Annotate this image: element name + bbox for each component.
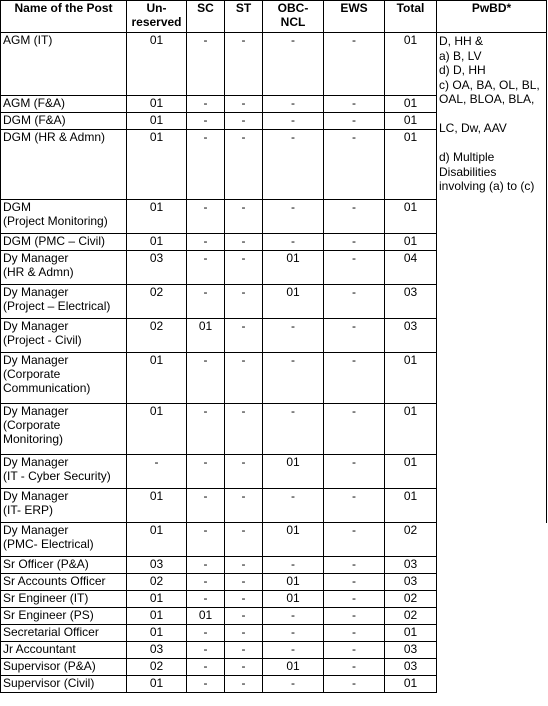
post-name: Supervisor (Civil): [1, 676, 127, 693]
sc-cell: -: [187, 353, 225, 404]
obc-ncl-cell: 01: [263, 659, 324, 676]
sc-cell: -: [187, 404, 225, 455]
post-name: AGM (F&A): [1, 96, 127, 113]
unreserved-cell: 01: [127, 523, 187, 557]
post-name: Jr Accountant: [1, 642, 127, 659]
header-unreserved: Un- reserved: [127, 1, 187, 33]
unreserved-cell: 02: [127, 319, 187, 353]
ews-cell: -: [324, 455, 385, 489]
total-cell: 03: [385, 659, 437, 676]
sc-cell: -: [187, 234, 225, 251]
sc-cell: -: [187, 591, 225, 608]
total-cell: 01: [385, 353, 437, 404]
st-cell: -: [225, 659, 263, 676]
post-name: Dy Manager (Corporate Communication): [1, 353, 127, 404]
obc-ncl-cell: -: [263, 113, 324, 130]
post-name: Sr Engineer (IT): [1, 591, 127, 608]
obc-ncl-cell: -: [263, 96, 324, 113]
total-cell: 03: [385, 285, 437, 319]
sc-cell: -: [187, 642, 225, 659]
sc-cell: -: [187, 130, 225, 200]
unreserved-cell: 01: [127, 404, 187, 455]
ews-cell: -: [324, 234, 385, 251]
post-name: Dy Manager (Corporate Monitoring): [1, 404, 127, 455]
post-name: Sr Engineer (PS): [1, 608, 127, 625]
obc-ncl-cell: -: [263, 608, 324, 625]
obc-ncl-cell: -: [263, 489, 324, 523]
table-row: [1, 523, 547, 557]
post-name: DGM (F&A): [1, 113, 127, 130]
total-cell: 01: [385, 200, 437, 234]
unreserved-cell: 01: [127, 608, 187, 625]
sc-cell: -: [187, 574, 225, 591]
st-cell: -: [225, 200, 263, 234]
ews-cell: -: [324, 200, 385, 234]
total-cell: 01: [385, 676, 437, 693]
obc-ncl-cell: -: [263, 404, 324, 455]
ews-cell: -: [324, 285, 385, 319]
sc-cell: -: [187, 676, 225, 693]
header-name-of-post: Name of the Post: [1, 1, 127, 33]
post-name: Dy Manager (Project – Electrical): [1, 285, 127, 319]
total-cell: 01: [385, 489, 437, 523]
unreserved-cell: 01: [127, 33, 187, 96]
obc-ncl-cell: 01: [263, 523, 324, 557]
ews-cell: -: [324, 489, 385, 523]
table-row: [1, 200, 547, 234]
unreserved-cell: 03: [127, 642, 187, 659]
ews-cell: -: [324, 113, 385, 130]
obc-ncl-cell: 01: [263, 591, 324, 608]
post-name: DGM (HR & Admn): [1, 130, 127, 200]
st-cell: -: [225, 96, 263, 113]
unreserved-cell: 01: [127, 200, 187, 234]
obc-ncl-cell: -: [263, 319, 324, 353]
st-cell: -: [225, 489, 263, 523]
obc-ncl-cell: -: [263, 130, 324, 200]
st-cell: -: [225, 608, 263, 625]
obc-ncl-cell: -: [263, 557, 324, 574]
obc-ncl-cell: 01: [263, 285, 324, 319]
post-name: Dy Manager (HR & Admn): [1, 251, 127, 285]
unreserved-cell: 01: [127, 591, 187, 608]
post-name: Sr Officer (P&A): [1, 557, 127, 574]
ews-cell: -: [324, 676, 385, 693]
ews-cell: -: [324, 557, 385, 574]
total-cell: 04: [385, 251, 437, 285]
st-cell: -: [225, 285, 263, 319]
unreserved-cell: 02: [127, 285, 187, 319]
ews-cell: -: [324, 523, 385, 557]
header-st: ST: [225, 1, 263, 33]
ews-cell: -: [324, 251, 385, 285]
unreserved-cell: 01: [127, 676, 187, 693]
obc-ncl-cell: 01: [263, 455, 324, 489]
st-cell: -: [225, 234, 263, 251]
header-obc-ncl: OBC- NCL: [263, 1, 324, 33]
post-name: Supervisor (P&A): [1, 659, 127, 676]
total-cell: 03: [385, 557, 437, 574]
ews-cell: -: [324, 591, 385, 608]
header-pwbd: PwBD*: [437, 1, 547, 33]
sc-cell: -: [187, 251, 225, 285]
ews-cell: -: [324, 659, 385, 676]
unreserved-cell: 01: [127, 353, 187, 404]
ews-cell: -: [324, 33, 385, 96]
obc-ncl-cell: -: [263, 642, 324, 659]
post-name: Dy Manager (Project - Civil): [1, 319, 127, 353]
total-cell: 02: [385, 591, 437, 608]
sc-cell: -: [187, 625, 225, 642]
unreserved-cell: 01: [127, 489, 187, 523]
sc-cell: 01: [187, 319, 225, 353]
post-name: Secretarial Officer: [1, 625, 127, 642]
post-name: AGM (IT): [1, 33, 127, 96]
st-cell: -: [225, 642, 263, 659]
unreserved-cell: 03: [127, 557, 187, 574]
ews-cell: -: [324, 319, 385, 353]
header-total: Total: [385, 1, 437, 33]
pwbd-note: D, HH & a) B, LV d) D, HH c) OA, BA, OL, BL, OAL, BLOA, BLA, LC, Dw, AAV d) Multiple Disabilities involving (a) to (c): [437, 33, 547, 200]
sc-cell: -: [187, 113, 225, 130]
sc-cell: -: [187, 33, 225, 96]
obc-ncl-cell: -: [263, 33, 324, 96]
unreserved-cell: 02: [127, 659, 187, 676]
obc-ncl-cell: 01: [263, 574, 324, 591]
total-cell: 01: [385, 234, 437, 251]
st-cell: -: [225, 676, 263, 693]
ews-cell: -: [324, 574, 385, 591]
post-name: Dy Manager (IT- ERP): [1, 489, 127, 523]
pwbd-empty-area: [437, 200, 547, 523]
post-name: DGM (Project Monitoring): [1, 200, 127, 234]
sc-cell: -: [187, 659, 225, 676]
total-cell: 01: [385, 625, 437, 642]
unreserved-cell: 01: [127, 96, 187, 113]
obc-ncl-cell: -: [263, 625, 324, 642]
unreserved-cell: 02: [127, 574, 187, 591]
total-cell: 01: [385, 404, 437, 455]
sc-cell: -: [187, 523, 225, 557]
st-cell: -: [225, 113, 263, 130]
header-sc: SC: [187, 1, 225, 33]
obc-ncl-cell: -: [263, 353, 324, 404]
sc-cell: -: [187, 285, 225, 319]
st-cell: -: [225, 523, 263, 557]
pwbd-empty-area: [437, 523, 547, 693]
unreserved-cell: 03: [127, 251, 187, 285]
total-cell: 01: [385, 455, 437, 489]
total-cell: 01: [385, 113, 437, 130]
st-cell: -: [225, 130, 263, 200]
post-name: DGM (PMC – Civil): [1, 234, 127, 251]
sc-cell: 01: [187, 608, 225, 625]
unreserved-cell: 01: [127, 113, 187, 130]
st-cell: -: [225, 574, 263, 591]
unreserved-cell: 01: [127, 234, 187, 251]
ews-cell: -: [324, 608, 385, 625]
st-cell: -: [225, 404, 263, 455]
obc-ncl-cell: 01: [263, 251, 324, 285]
st-cell: -: [225, 319, 263, 353]
total-cell: 03: [385, 319, 437, 353]
ews-cell: -: [324, 404, 385, 455]
st-cell: -: [225, 353, 263, 404]
st-cell: -: [225, 557, 263, 574]
total-cell: 01: [385, 130, 437, 200]
ews-cell: -: [324, 130, 385, 200]
post-name: Dy Manager (IT - Cyber Security): [1, 455, 127, 489]
sc-cell: -: [187, 200, 225, 234]
total-cell: 02: [385, 523, 437, 557]
obc-ncl-cell: -: [263, 676, 324, 693]
total-cell: 02: [385, 608, 437, 625]
sc-cell: -: [187, 96, 225, 113]
obc-ncl-cell: -: [263, 234, 324, 251]
header-ews: EWS: [324, 1, 385, 33]
ews-cell: -: [324, 642, 385, 659]
st-cell: -: [225, 33, 263, 96]
st-cell: -: [225, 625, 263, 642]
ews-cell: -: [324, 96, 385, 113]
post-name: Sr Accounts Officer: [1, 574, 127, 591]
unreserved-cell: 01: [127, 130, 187, 200]
table-row: [1, 33, 547, 96]
unreserved-cell: -: [127, 455, 187, 489]
unreserved-cell: 01: [127, 625, 187, 642]
total-cell: 01: [385, 96, 437, 113]
sc-cell: -: [187, 557, 225, 574]
st-cell: -: [225, 591, 263, 608]
sc-cell: -: [187, 455, 225, 489]
total-cell: 03: [385, 642, 437, 659]
total-cell: 01: [385, 33, 437, 96]
st-cell: -: [225, 251, 263, 285]
post-name: Dy Manager (PMC- Electrical): [1, 523, 127, 557]
st-cell: -: [225, 455, 263, 489]
ews-cell: -: [324, 353, 385, 404]
total-cell: 03: [385, 574, 437, 591]
obc-ncl-cell: -: [263, 200, 324, 234]
sc-cell: -: [187, 489, 225, 523]
ews-cell: -: [324, 625, 385, 642]
